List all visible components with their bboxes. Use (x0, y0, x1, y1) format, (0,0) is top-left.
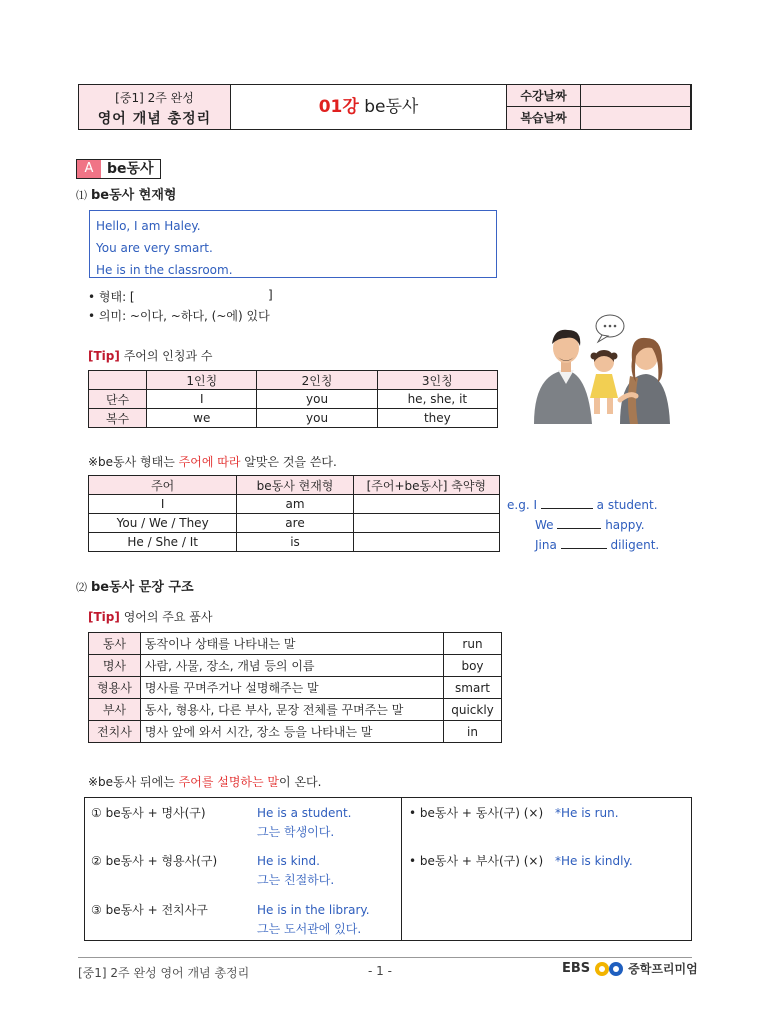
ebs-logo-icon (594, 961, 624, 977)
subsection-1-heading: ⑴ be동사 현재형 (76, 188, 177, 203)
family-illustration (530, 312, 670, 424)
section-tag: A (77, 160, 101, 178)
header-box (78, 84, 692, 130)
table-row: 부사 동사, 형용사, 다른 부사, 문장 전체를 꾸며주는 말 quickly (89, 699, 502, 721)
header-level: [중1] 2주 완성 (115, 91, 194, 105)
be-verb-table (88, 475, 500, 552)
tip-1-heading: [Tip] 주어의 인칭과 수 (88, 349, 213, 363)
table-row: I am (89, 495, 500, 514)
table-row: He / She / It is (89, 533, 500, 552)
form-line: • 형태: [ (88, 290, 135, 304)
study-date-field[interactable] (581, 85, 691, 107)
table-row: 전치사 명사 앞에 와서 시간, 장소 등을 나타내는 말 in (89, 721, 502, 743)
wrong-structure: • be동사 + 동사(구) (×) *He is run. (409, 806, 619, 820)
answer-cell[interactable] (353, 495, 499, 514)
divider (401, 798, 402, 940)
header-course: 영어 개념 총정리 (97, 111, 212, 127)
table-header: be동사 현재형 (237, 476, 353, 495)
blank-line[interactable] (561, 537, 607, 549)
structure-label: ③ be동사 + 전치사구 (91, 903, 208, 917)
section-title: be동사 (107, 161, 154, 177)
meaning-line: • 의미: ~이다, ~하다, (~에) 있다 (88, 309, 270, 323)
person-number-table (88, 370, 498, 428)
tip-2-heading: [Tip] 영어의 주요 품사 (88, 610, 213, 624)
parts-of-speech-table (88, 632, 502, 743)
eg-block: e.g. I a student. We happy. Jina diligent. (507, 498, 660, 552)
table-header: 주어 (89, 476, 237, 495)
structure-box (84, 797, 692, 941)
example-line: He is in the classroom. (96, 263, 233, 277)
example-line: Hello, I am Haley. (96, 219, 201, 233)
table-header: 2인칭 (257, 371, 377, 390)
study-date-label: 수강날짜 (507, 85, 581, 107)
header-course-cell (79, 85, 231, 129)
ebs-logo-text: EBS (562, 961, 591, 976)
form-close: ] (268, 288, 273, 302)
structure-example: He is a student. 그는 학생이다. (257, 806, 352, 839)
structure-label: ② be동사 + 형용사(구) (91, 854, 218, 868)
example-box (89, 210, 497, 278)
structure-label: ① be동사 + 명사(구) (91, 806, 206, 820)
footer-title: [중1] 2주 완성 영어 개념 총정리 (78, 966, 250, 980)
table-row: 복수 we you they (89, 409, 498, 428)
table-header: 3인칭 (377, 371, 497, 390)
table-header: [주어+be동사] 축약형 (353, 476, 499, 495)
page-number: - 1 - (368, 964, 392, 978)
blank-line[interactable] (541, 497, 593, 509)
answer-cell[interactable] (353, 533, 499, 552)
structure-example: He is in the library. 그는 도서관에 있다. (257, 903, 370, 936)
eg-label: e.g. (507, 498, 530, 512)
example-line: You are very smart. (96, 241, 213, 255)
table-row: 명사 사람, 사물, 장소, 개념 등의 이름 boy (89, 655, 502, 677)
premium-logo-text: 중학프리미엄 (628, 962, 698, 976)
structure-example: He is kind. 그는 친절하다. (257, 854, 335, 887)
subsection-2-heading: ⑵ be동사 문장 구조 (76, 580, 194, 595)
footer-logo (562, 960, 698, 977)
footer-divider (78, 957, 692, 958)
lesson-number: 01강 (318, 97, 359, 117)
table-row: You / We / They are (89, 514, 500, 533)
table-header (89, 371, 147, 390)
table-row: 형용사 명사를 꾸며주거나 설명해주는 말 smart (89, 677, 502, 699)
note-1: ※be동사 형태는 주어에 따라 알맞은 것을 쓴다. (88, 455, 337, 469)
table-header: 1인칭 (147, 371, 257, 390)
blank-line[interactable] (557, 517, 601, 529)
table-row: 단수 I you he, she, it (89, 390, 498, 409)
table-row: 동사 동작이나 상태를 나타내는 말 run (89, 633, 502, 655)
note-2: ※be동사 뒤에는 주어를 설명하는 말이 온다. (88, 775, 322, 789)
review-date-label: 복습날짜 (507, 107, 581, 129)
header-lesson (231, 85, 507, 129)
answer-cell[interactable] (353, 514, 499, 533)
section-a-heading (76, 159, 161, 179)
wrong-structure: • be동사 + 부사(구) (×) *He is kindly. (409, 854, 633, 868)
review-date-field[interactable] (581, 107, 691, 129)
lesson-title: be동사 (364, 97, 419, 117)
